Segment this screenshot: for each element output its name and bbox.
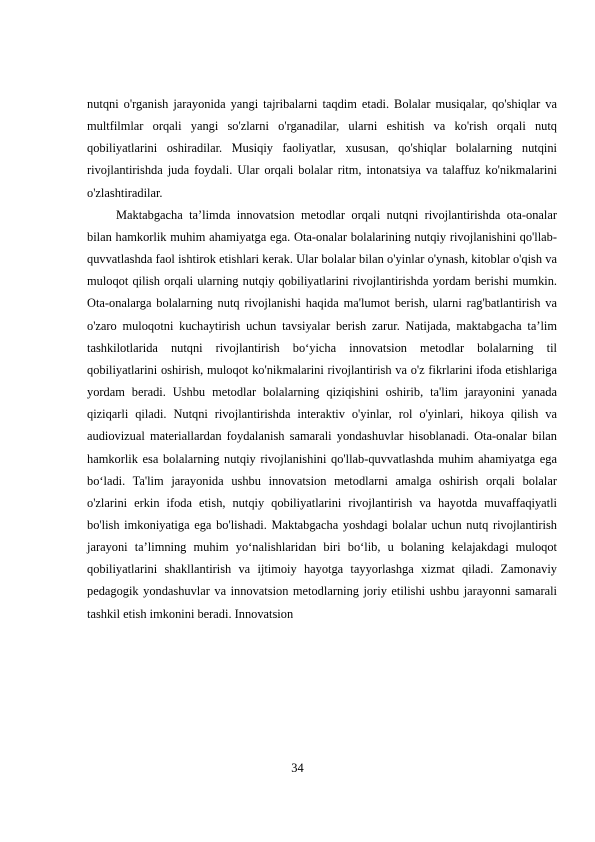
paragraph-parent-collaboration: Maktabgacha ta’limda innovatsion metodlar orqali nutqni rivojlantirishda ota-onalar bilan hamkorlik muhim ahamiyatga ega. Ota-onalar bolalarining nutqiy rivojlanishini qo'llab-quvvatlashda faol ishtirok etishlari kerak. Ular bolalar bilan o'yinlar o'ynash, kitoblar o'qish va muloqot qilish orqali ularning nutqiy qobiliyatlarini rivojlantirishda yordam berishi mumkin. Ota-onalarga bolalarning nutq rivojlanishi haqida ma'lumot berish, ularni rag'batlantirish va o'zaro muloqotni kuchaytirish uchun tavsiyalar berish zarur. Natijada, maktabgacha ta’lim tashkilotlarida nutqni rivojlantirish bo‘yicha innovatsion metodlar bolalarning til qobiliyatlarini oshirish, muloqot ko'nikmalarini rivojlantirish va o'z fikrlarini ifoda etishlariga yordam beradi. Ushbu metodlar bolalarning qiziqishini oshirib, ta'lim jarayonini yanada qiziqarli qiladi. Nutqni rivojlantirishda interaktiv o'yinlar, rol o'yinlari, hikoya qilish va audiovizual materiallardan foydalanish samarali yondashuvlar hisoblanadi. Ota-onalar bilan hamkorlik esa bolalarning nutqiy rivojlanishini qo'llab-quvvatlashda muhim ahamiyatga ega bo‘ladi. Ta'lim jarayonida ushbu innovatsion metodlarni amalga oshirish orqali bolalar o'zlarini erkin ifoda etish, nutqiy qobiliyatlarini rivojlantirish va hayotda muvaffaqiyatli bo'lish imkoniyatiga ega bo'lishadi. Maktabgacha yoshdagi bolalar uchun nutq rivojlantirish jarayoni ta’limning muhim yo‘nalishlaridan biri bo‘lib, u bolaning kelajakdagi muloqot qobiliyatlarini shakllantirish va ijtimoiy hayotga tayyorlashga xizmat qiladi. Zamonaviy pedagogik yondashuvlar va innovatsion metodlarning joriy etilishi ushbu jarayonni samarali tashkil etish imkonini beradi. Innovatsion bbox=[87, 207, 557, 621]
body-text bbox=[87, 93, 557, 625]
paragraph-continuation: nutqni o'rganish jarayonida yangi tajribalarni taqdim etadi. Bolalar musiqalar, qo'shiqlar va multfilmlar orqali yangi so'zlarni o'rganadilar, ularni eshitish va ko'rish orqali nutq qobiliyatlarini oshiradilar. Musiqiy faoliyatlar, xususan, qo'shiqlar bolalarning nutqini rivojlantirishda juda foydali. Ular orqali bolalar ritm, intonatsiya va talaffuz ko'nikmalarini o'zlashtiradilar. bbox=[87, 97, 557, 200]
page-number: 34 bbox=[291, 761, 304, 775]
